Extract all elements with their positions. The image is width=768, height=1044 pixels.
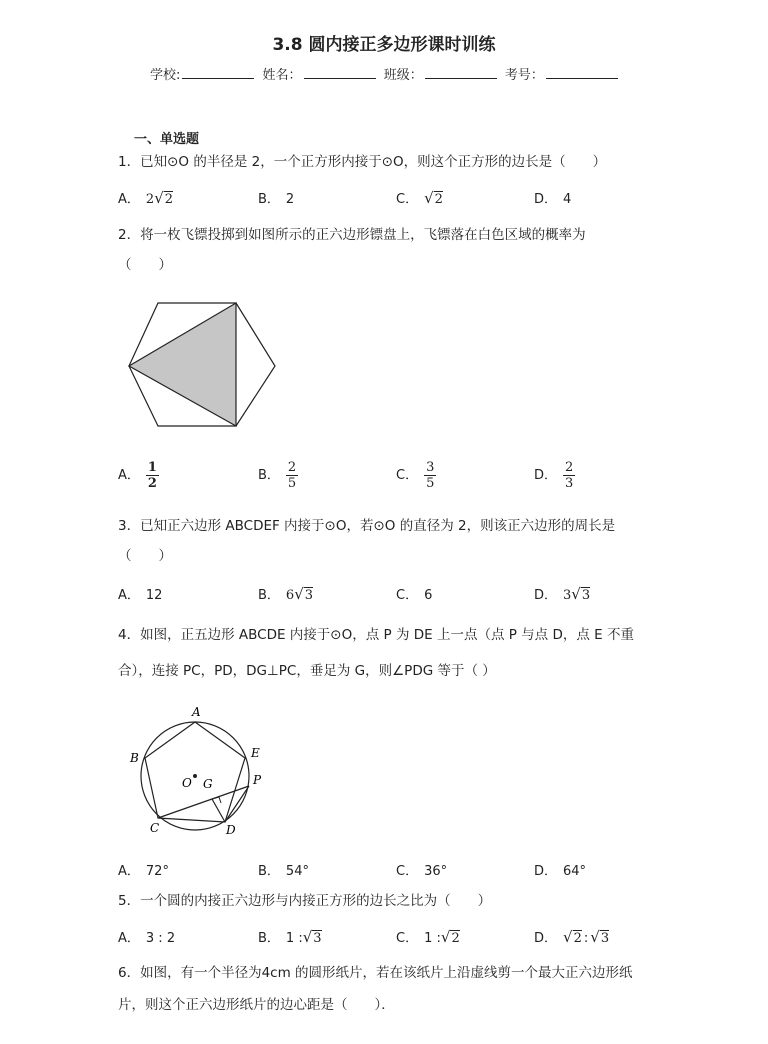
school-label: 学校: xyxy=(150,68,181,83)
radicand: 2 xyxy=(434,192,443,207)
exam-no-label: 考号： xyxy=(504,68,544,83)
radicand: 2 xyxy=(573,931,582,946)
q2-option-c[interactable] xyxy=(396,460,436,491)
option-label: A． xyxy=(118,192,140,207)
student-info-line xyxy=(150,64,622,83)
question-1-text: 1．已知⊙O 的半径是 2，一个正方形内接于⊙O，则这个正方形的边长是（ ） xyxy=(118,154,607,170)
q2-d-fraction xyxy=(563,460,575,491)
exam-no-blank[interactable] xyxy=(546,66,618,79)
q3-a-value: 12 xyxy=(145,588,163,603)
school-blank[interactable] xyxy=(182,66,254,79)
pentagon-abcde xyxy=(145,722,245,822)
option-label: A． xyxy=(118,864,140,879)
q4-b-value: 54° xyxy=(285,864,309,879)
option-label: B． xyxy=(258,192,280,207)
fig-label-g: G xyxy=(203,777,213,791)
question-6-line2: 片，则这个正六边形纸片的边心距是（ ）． xyxy=(118,997,395,1013)
pentagon-circle-figure xyxy=(125,700,275,840)
q4-option-a[interactable] xyxy=(118,860,169,879)
q1-a-expr: 2√2 xyxy=(145,189,174,207)
q2-c-fraction xyxy=(424,460,436,491)
denominator: 5 xyxy=(426,476,435,491)
option-label: D． xyxy=(534,192,558,207)
fig-label-a: A xyxy=(192,705,201,719)
hexagon-dartboard-figure xyxy=(125,300,285,430)
q5-c-prefix: 1 : xyxy=(424,931,441,946)
q1-d-value: 4 xyxy=(563,192,572,207)
coef: 2 xyxy=(145,192,155,207)
radicand: 3 xyxy=(600,931,610,946)
coef: 3 xyxy=(563,588,572,603)
question-4-line1: 4．如图，正五边形 ABCDE 内接于⊙O，点 P 为 DE 上一点（点 P 与点 D，点 E 不重 xyxy=(118,627,634,643)
name-label: 姓名： xyxy=(262,68,302,83)
q2-option-b[interactable] xyxy=(258,460,298,491)
q1-b-value: 2 xyxy=(285,192,295,207)
numerator: 3 xyxy=(426,460,435,475)
option-label: D． xyxy=(534,588,558,603)
denominator: 2 xyxy=(147,476,157,491)
q1-option-c[interactable] xyxy=(396,188,443,207)
q1-option-d[interactable] xyxy=(534,188,571,207)
option-label: B． xyxy=(258,468,280,483)
option-label: B． xyxy=(258,588,280,603)
coef: 6 xyxy=(285,588,295,603)
question-3-line1: 3．已知正六边形 ABCDEF 内接于⊙O，若⊙O 的直径为 2，则该正六边形的周长是 xyxy=(118,518,616,534)
q1-option-b[interactable] xyxy=(258,188,294,207)
radicand: 2 xyxy=(451,931,460,946)
fig-label-d: D xyxy=(226,823,236,837)
q5-b-expr: √3 xyxy=(302,928,322,946)
q3-b-expr: 6√3 xyxy=(285,585,314,603)
fig-label-e: E xyxy=(251,746,260,760)
q2-option-d[interactable] xyxy=(534,460,575,491)
q5-c-expr: √2 xyxy=(440,928,460,946)
denominator: 3 xyxy=(565,476,574,491)
q5-b-prefix: 1 : xyxy=(285,931,303,946)
option-label: C． xyxy=(396,864,419,879)
question-2-line1: 2．将一枚飞镖投掷到如图所示的正六边形镖盘上，飞镖落在白色区域的概率为 xyxy=(118,227,586,243)
question-2-line2: （ ） xyxy=(118,257,172,273)
numerator: 2 xyxy=(565,460,574,475)
option-label: B． xyxy=(258,864,280,879)
q3-option-b[interactable] xyxy=(258,584,313,603)
q3-d-expr: 3√3 xyxy=(563,585,591,603)
question-5-text: 5．一个圆的内接正六边形与内接正方形的边长之比为（ ） xyxy=(118,893,492,909)
q5-a-value: 3 : 2 xyxy=(145,931,176,946)
question-6-line1: 6．如图，有一个半径为4cm 的圆形纸片，若在该纸片上沿虚线剪一个最大正六边形纸 xyxy=(118,965,633,981)
q3-option-c[interactable] xyxy=(396,584,432,603)
q5-option-d[interactable] xyxy=(534,927,609,946)
class-label: 班级： xyxy=(383,68,423,83)
q4-c-value: 36° xyxy=(424,864,448,879)
class-blank[interactable] xyxy=(425,66,497,79)
page-title: 3.8 圆内接正多边形课时训练 xyxy=(272,35,496,55)
option-label: C． xyxy=(396,588,419,603)
name-blank[interactable] xyxy=(304,66,376,79)
q4-d-value: 64° xyxy=(563,864,587,879)
q4-a-value: 72° xyxy=(145,864,169,879)
denominator: 5 xyxy=(287,476,297,491)
option-label: D． xyxy=(534,468,558,483)
radicand: 3 xyxy=(313,931,322,946)
q3-option-d[interactable] xyxy=(534,584,590,603)
fig-label-c: C xyxy=(150,821,160,835)
q5-option-b[interactable] xyxy=(258,927,322,946)
q1-c-expr: √2 xyxy=(424,189,443,207)
question-4-line2: 合），连接 PC，PD，DG⊥PC，垂足为 G，则∠PDG 等于（ ） xyxy=(118,663,496,679)
radicand: 3 xyxy=(304,588,314,603)
q2-option-a[interactable] xyxy=(118,460,159,491)
q5-d-expr2: √3 xyxy=(590,928,610,946)
fig-label-o: O xyxy=(182,776,192,790)
segment-dg xyxy=(212,799,225,822)
q3-c-value: 6 xyxy=(424,588,433,603)
radicand: 2 xyxy=(164,192,174,207)
q2-a-fraction xyxy=(146,460,159,491)
option-label: A． xyxy=(118,931,140,946)
option-label: C． xyxy=(396,931,419,946)
fig-label-p: P xyxy=(253,773,262,787)
center-point xyxy=(193,774,197,778)
q2-b-fraction xyxy=(286,460,298,491)
option-label: C． xyxy=(396,192,419,207)
fig-label-b: B xyxy=(130,751,139,765)
option-label: D． xyxy=(534,864,558,879)
option-label: D． xyxy=(534,931,558,946)
q5-option-c[interactable] xyxy=(396,927,460,946)
q4-option-d[interactable] xyxy=(534,860,586,879)
option-label: A． xyxy=(118,588,140,603)
numerator: 1 xyxy=(147,460,157,475)
option-label: B． xyxy=(258,931,280,946)
section-heading: 一、单选题 xyxy=(134,132,200,147)
numerator: 2 xyxy=(287,460,297,475)
q5-option-a[interactable] xyxy=(118,927,175,946)
segment-pd xyxy=(225,786,249,822)
question-3-line2: （ ） xyxy=(118,548,172,564)
q1-option-a[interactable] xyxy=(118,188,173,207)
q3-option-a[interactable] xyxy=(118,584,162,603)
option-label: A． xyxy=(118,468,140,483)
radicand: 3 xyxy=(581,588,591,603)
q5-d-expr1: √2 xyxy=(563,928,582,946)
ratio-separator: : xyxy=(583,931,589,946)
q4-option-b[interactable] xyxy=(258,860,309,879)
option-label: C． xyxy=(396,468,419,483)
q4-option-c[interactable] xyxy=(396,860,447,879)
